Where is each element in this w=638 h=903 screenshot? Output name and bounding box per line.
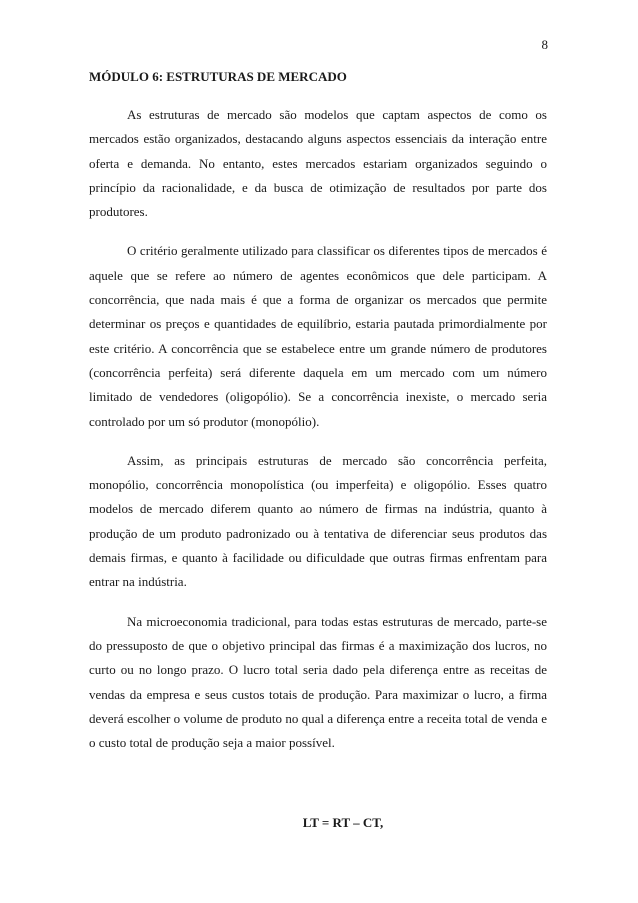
profit-formula: LT = RT – CT, <box>302 815 384 830</box>
paragraph-2: O critério geralmente utilizado para classificar os diferentes tipos de mercados é aquele que se refere ao número de agentes econômicos que dele participam. A concorrência, que nada mais é que a forma de organizar os mercados que permite determinar os preços e quantidades de equilíbrio, estaria pautada primordialmente por este critério. A concorrência que se estabelece entre um grande número de produtores (concorrência perfeita) será diferente daquela em um mercado com um número limitado de vendedores (oligopólio). Se a concorrência inexiste, o mercado seria controlado por um só produtor (monopólio). <box>89 243 547 429</box>
section-title: MÓDULO 6: ESTRUTURAS DE MERCADO <box>89 69 347 84</box>
paragraph-4: Na microeconomia tradicional, para todas estas estruturas de mercado, parte-se do pressuposto de que o objetivo principal das firmas é a maximização dos lucros, no curto ou no longo prazo. O lucro total seria dado pela diferença entre as receitas de vendas da empresa e seus custos totais de produção. Para maximizar o lucro, a firma deverá escolher o volume de produto no qual a diferença entre a receita total de venda e o custo total de produção seja a maior possível. <box>89 613 547 751</box>
paragraph-3: Assim, as principais estruturas de mercado são concorrência perfeita, monopólio, concorrência monopolística (ou imperfeita) e oligopólio. Esses quatro modelos de mercado diferem quanto ao número de firmas na indústria, quanto à produção de um produto padronizado ou à tentativa de diferenciar seus produtos das demais firmas, e quanto à facilidade ou dificuldade que outras firmas enfrentam para entrar na indústria. <box>89 452 547 590</box>
page-number: 8 <box>541 37 548 52</box>
body-text <box>89 103 547 770</box>
paragraph-1: As estruturas de mercado são modelos que captam aspectos de como os mercados estão organizados, destacando alguns aspectos essenciais da interação entre oferta e demanda. No entanto, estes mercados estariam organizados seguindo o princípio da racionalidade, e da busca de otimização de resultados por parte dos produtores. <box>89 107 547 220</box>
profit-formula-container <box>0 815 638 831</box>
